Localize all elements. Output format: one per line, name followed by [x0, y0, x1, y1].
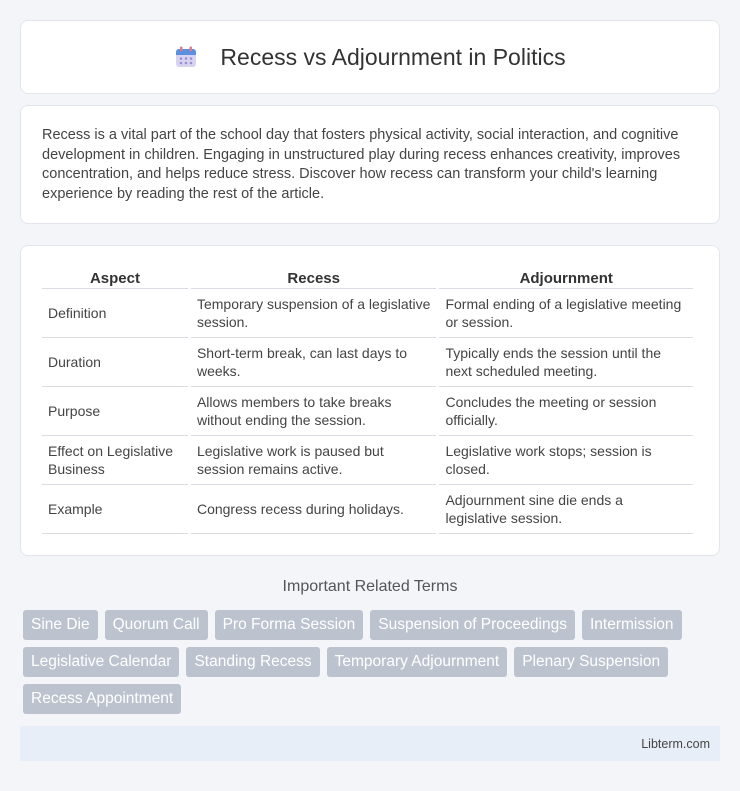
column-header: Recess — [191, 266, 437, 289]
term-tag[interactable]: Recess Appointment — [23, 684, 181, 714]
table-row — [42, 338, 693, 387]
table-cell: Allows members to take breaks without ending the session. — [191, 387, 437, 436]
term-tag[interactable]: Standing Recess — [186, 647, 319, 677]
table-header-row — [42, 266, 693, 289]
table-cell: Example — [42, 485, 188, 534]
table-row — [42, 485, 693, 534]
term-tag[interactable]: Pro Forma Session — [215, 610, 364, 640]
term-tag[interactable]: Plenary Suspension — [514, 647, 668, 677]
table-cell: Definition — [42, 289, 188, 338]
comparison-table-card — [20, 245, 720, 556]
table-cell: Duration — [42, 338, 188, 387]
footer-site-link[interactable]: Libterm.com — [641, 736, 710, 751]
term-tag[interactable]: Temporary Adjournment — [327, 647, 508, 677]
term-tag[interactable]: Quorum Call — [105, 610, 208, 640]
column-header: Aspect — [42, 266, 188, 289]
table-cell: Legislative work is paused but session remains active. — [191, 436, 437, 485]
page-title: Recess vs Adjournment in Politics — [220, 43, 566, 70]
table-row — [42, 387, 693, 436]
comparison-table — [39, 266, 696, 534]
table-cell: Effect on Legislative Business — [42, 436, 188, 485]
page-footer — [20, 726, 720, 761]
table-cell: Typically ends the session until the next scheduled meeting. — [439, 338, 693, 387]
table-cell: Adjournment sine die ends a legislative session. — [439, 485, 693, 534]
table-cell: Formal ending of a legislative meeting or session. — [439, 289, 693, 338]
intro-paragraph: Recess is a vital part of the school day that fosters physical activity, social interaction, and cognitive development in children. Engaging in unstructured play during recess enhances creativity, improves concentration, and helps reduce stress. Discover how recess can transform your child's learning experience by reading the rest of the article. — [20, 105, 720, 224]
term-tag[interactable]: Legislative Calendar — [23, 647, 179, 677]
table-cell: Short-term break, can last days to weeks. — [191, 338, 437, 387]
term-tag[interactable]: Sine Die — [23, 610, 98, 640]
table-cell: Temporary suspension of a legislative session. — [191, 289, 437, 338]
page-header — [20, 20, 720, 94]
term-tag[interactable]: Intermission — [582, 610, 682, 640]
table-row — [42, 436, 693, 485]
table-cell: Legislative work stops; session is closed. — [439, 436, 693, 485]
table-cell: Congress recess during holidays. — [191, 485, 437, 534]
related-terms-title: Important Related Terms — [282, 578, 458, 595]
term-tag[interactable]: Suspension of Proceedings — [370, 610, 575, 640]
table-row — [42, 289, 693, 338]
column-header: Adjournment — [439, 266, 693, 289]
calendar-icon — [174, 45, 198, 69]
table-cell: Concludes the meeting or session officially. — [439, 387, 693, 436]
related-terms-list — [23, 610, 713, 714]
table-cell: Purpose — [42, 387, 188, 436]
